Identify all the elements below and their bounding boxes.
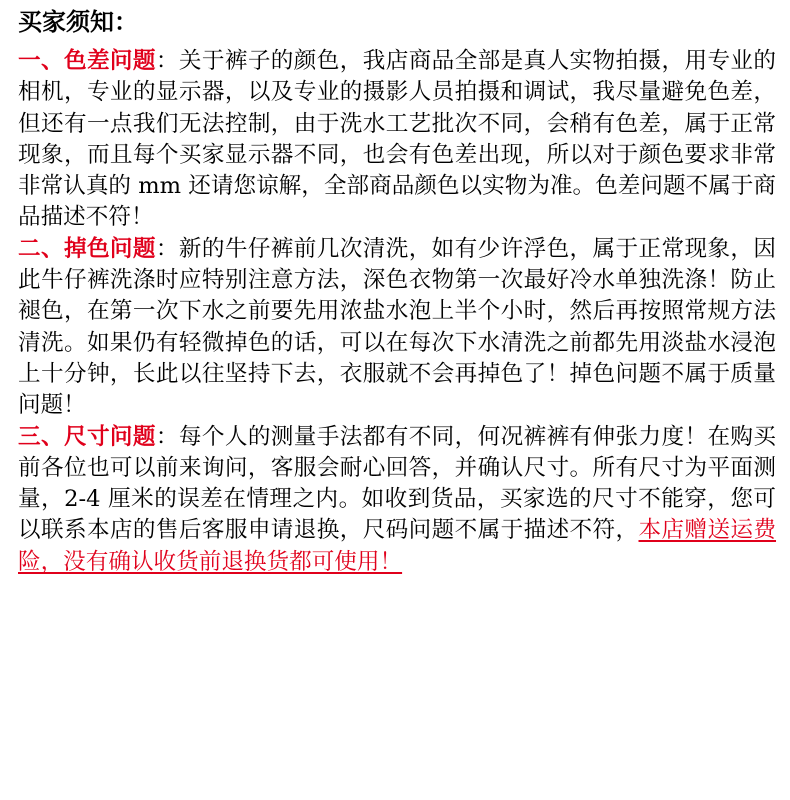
section-body: 每个人的测量手法都有不同，何况裤裤有伸张力度！在购买前各位也可以前来询问，客服会耐心回答，并确认尺寸。所有尺寸为平面测量，2-4 厘米的误差在情理之内。如收到货品，买家选的尺寸不能穿，您可以联系本店的售后客服申请退换，尺码问题不属于描述不符， <box>18 423 777 544</box>
section-title: 二、掉色问题 <box>18 235 156 262</box>
section-title: 一、色差问题 <box>18 48 156 74</box>
section-colon: ： <box>155 423 179 450</box>
page-title: 买家须知： <box>18 8 138 36</box>
section-body: 关于裤子的颜色，我店商品全部是真人实物拍摄，用专业的相机，专业的显示器，以及专业的摄影人员拍摄和调试，我尽量避免色差，但还有一点我们无法控制，由于洗水工艺批次不同，会稍有色差，属于正常现象，而且每个买家显示器不同，也会有色差出现，所以对于颜色要求非常非常认真的 mm 还请您谅解，全部商品颜色以实物为准。色差问题不属于商品描述不符！ <box>18 48 777 231</box>
section-colon: ： <box>155 235 179 262</box>
section-color-difference <box>18 46 776 234</box>
section-body: 新的牛仔裤前几次清洗，如有少许浮色，属于正常现象，因此牛仔裤洗涤时应特别注意方法，深色衣物第一次最好冷水单独洗涤！防止褪色，在第一次下水之前要先用浓盐水泡上半个小时，然后再按照常规方法清洗。如果仍有轻微掉色的话，可以在每次下水清洗之前都先用淡盐水浸泡上十分钟，长此以往坚持下去，衣服就不会再掉色了！掉色问题不属于质量问题！ <box>18 235 777 419</box>
notice-body <box>18 46 776 578</box>
section-size <box>18 422 776 578</box>
section-color-fading <box>18 234 776 422</box>
section-colon: ： <box>155 48 179 74</box>
shipping-insurance-note: 本店赠送运费险，没有确认收货前退换货都可使用！ <box>18 517 777 575</box>
section-title: 三、尺寸问题 <box>18 423 156 450</box>
